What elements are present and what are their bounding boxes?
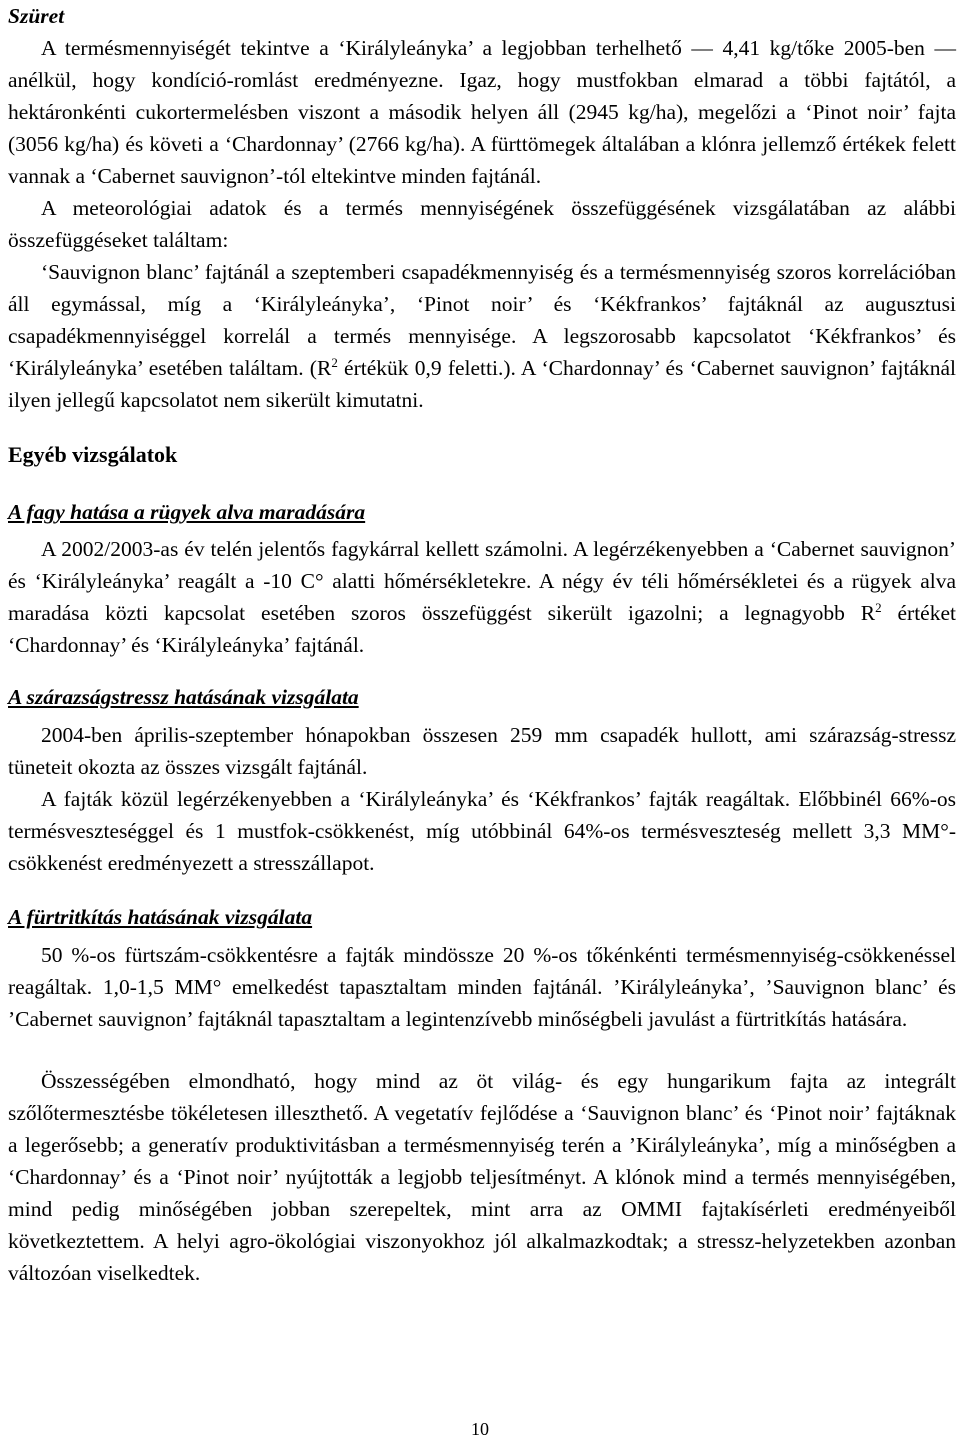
paragraph-csapadek-2004: 2004-ben április-szeptember hónapokban összesen 259 mm csapadék hullott, ami szárazság-stressz tüneteit okozta az összes vizsgált fajtánál. [8,723,956,779]
paragraph-meteorologiai-adatok: A meteorológiai adatok és a termés mennyiségének összefüggésének vizsgálatában az alábbi összefüggéseket találtam: [8,196,956,252]
heading-fagy-hatasa: A fagy hatása a rügyek alva maradására [8,500,366,524]
paragraph-korrelaciok [8,256,956,416]
paragraph-korrelaciok-text-2: értékük 0,9 feletti.). A ‘Chardonnay’ és ‘Cabernet sauvignon’ fajtáknál ilyen jellegű kapcsolatot nem sikerült kimutatni. [8,356,956,412]
paragraph-fajtak-erzekenyseg: A fajták közül legérzékenyebben a ‘Királyleányka’ és ‘Kékfrankos’ fajták reagáltak. Előbbinél 66%-os termésveszteséggel és 1 mustfok-csökkenést, míg utóbbinál 64%-os termésveszteség mellett 3,3 MM°-csökkenést eredményezett a stresszállapot. [8,787,956,875]
heading-szuret: Szüret [8,4,65,28]
superscript-2-fagy: 2 [875,599,882,615]
paragraph-osszegzes: Összességében elmondható, hogy mind az öt világ- és egy hungarikum fajta az integrált szőlőtermesztésbe tökéletesen illeszthető. A vegetatív fejlődése a ‘Sauvignon blanc’ és ‘Pinot noir’ fajtáknak a legerősebb; a generatív produktivitásban a termésmennyiség terén a ’Királyleányka’, míg a minőségben a ‘Chardonnay’ és a ‘Pinot noir’ nyújtották a legjobb teljesítményt. A klónok mind a termés mennyiségében, mind pedig minőségében jobban szerepeltek, mint arra az OMMI fajtakísérleti eredményeiből következtettem. A helyi agro-ökológiai viszonyokhoz jól alkalmazkodtak; a stressz-helyzetekben azonban változóan viselkedtek. [8,1069,956,1285]
paragraph-szuret-termesmennyiseg: A termésmennyiségét tekintve a ‘Királyleányka’ a legjobban terhelhető — 4,41 kg/tőke 2005-ben — anélkül, hogy kondíció-romlást eredményezne. Igaz, hogy mustfokban elmarad a többi fajtától, a hektáronkénti cukortermelésben viszont a második helyen áll (2945 kg/ha), megelőzi a ‘Pinot noir’ fajta (3056 kg/ha) és követi a ‘Chardonnay’ (2766 kg/ha). A fürttömegek általában a klónra jellemző értékek felett vannak a ‘Cabernet sauvignon’-tól eltekintve minden fajtánál. [8,36,956,188]
paragraph-furtritkitas: 50 %-os fürtszám-csökkentésre a fajták mindössze 20 %-os tőkénkénti termésmennyiség-csökkenéssel reagáltak. 1,0-1,5 MM° emelkedést tapasztaltam minden fajtánál. ’Királyleányka’, ’Sauvignon blanc’ és ’Cabernet sauvignon’ fajtáknál tapasztaltam a legintenzívebb minőségbeli javulást a fürtritkítás hatására. [8,943,956,1031]
heading-egyeb-vizsgalatok: Egyéb vizsgálatok [8,442,178,467]
paragraph-fagy-text-2: értéket ‘Chardonnay’ és ‘Királyleányka’ fajtánál. [8,601,956,657]
heading-furtritkitas: A fürtritkítás hatásának vizsgálata [8,905,313,929]
paragraph-korrelaciok-text-1: ‘Sauvignon blanc’ fajtánál a szeptemberi csapadékmennyiség és a termésmennyiség szoros korrelációban áll egymással, míg a ‘Királyleányka’, ‘Pinot noir’ és ‘Kékfrankos’ fajtáknál az augusztusi csapadékmennyiséggel korrelál a termés mennyisége. A legszorosabb kapcsolatot ‘Kékfrankos’ és ‘Királyleányka’ esetében találtam. (R [8,260,956,380]
paragraph-fagy-text-1: A 2002/2003-as év telén jelentős fagykárral kellett számolni. A legérzékenyebben a ‘Cabernet sauvignon’ és ‘Királyleányka’ reagált a -10 C° alatti hőmérsékletekre. A négy év téli hőmérsékletei és a rügyek alva maradása közti kapcsolat esetében szoros összefüggést sikerült igazolni; a legnagyobb R [8,537,956,625]
superscript-2: 2 [331,354,338,370]
heading-szarazsagstressz: A szárazságstressz hatásának vizsgálata [8,685,359,709]
paragraph-fagy [8,533,956,661]
document-page [8,0,956,1289]
page-number: 10 [471,1419,489,1439]
